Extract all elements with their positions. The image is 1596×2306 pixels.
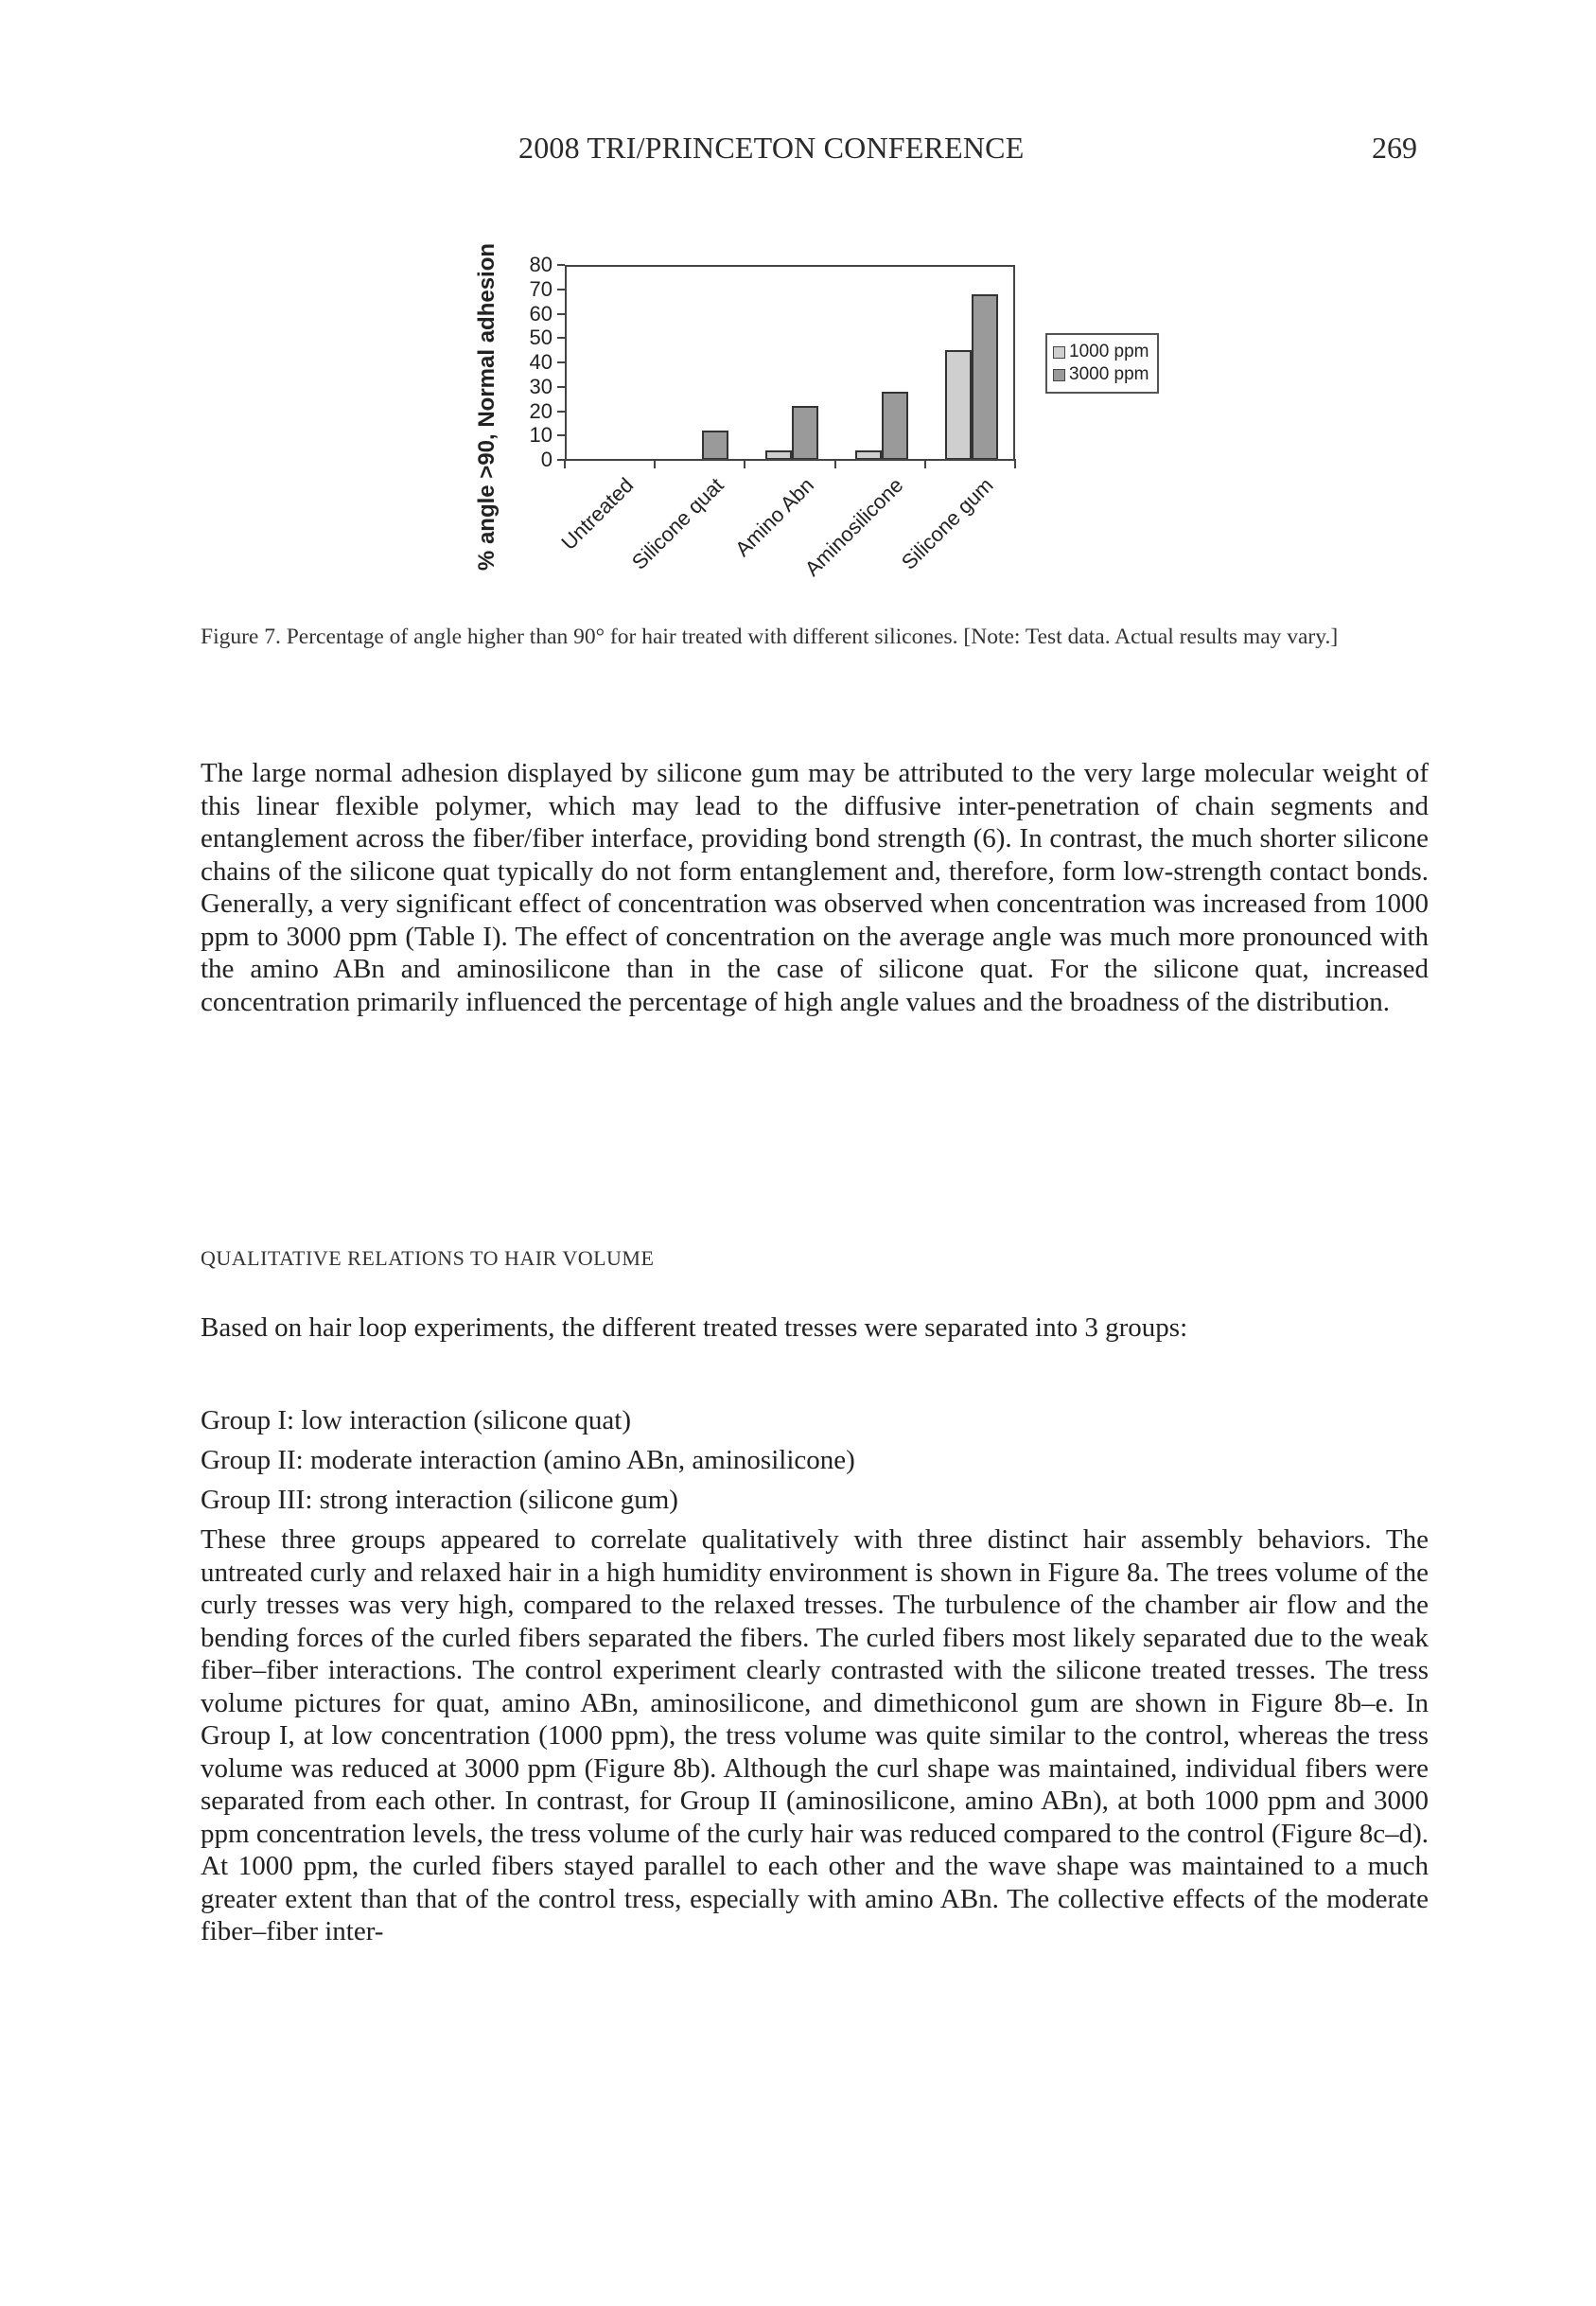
figure-7-chart <box>464 237 1183 615</box>
y-axis-ticks <box>511 237 558 483</box>
paragraph: Based on hair loop experiments, the different treated tresses were separated into 3 groups: <box>201 1312 1188 1343</box>
x-tick-mark <box>744 459 745 468</box>
y-tick-label: 60 <box>529 301 552 326</box>
y-tick-label: 0 <box>540 448 552 471</box>
plot-area <box>565 265 1015 460</box>
y-axis-label: % angle >90, Normal adhesion <box>474 242 500 572</box>
x-tick-mark <box>654 459 656 468</box>
y-tick-mark <box>557 459 565 461</box>
legend-swatch-icon <box>1053 346 1065 359</box>
paragraph: These three groups appeared to correlate qualitatively with three distinct hair assembly behaviors. The untreated curly and relaxed hair in a high humidity environment is shown in Figure 8a. The trees volume of the curly tresses was very high, compared to the relaxed tresses. The turbulence of the chamber air flow and the bending forces of the curled fibers separated the fibers. The curled fibers most likely separated due to the weak fiber–fiber interactions. The control experiment clearly contrasted with the silicone treated tresses. The tress volume pictures for quat, amino ABn, aminosilicone, and dimethiconol gum are shown in Figure 8b–e. In Group I, at low concentration (1000 ppm), the tress volume was quite similar to the control, whereas the tress volume was reduced at 3000 ppm (Figure 8b). Although the curl shape was maintained, individual fibers were separated from each other. In contrast, for Group II (aminosilicone, amino ABn), at both 1000 ppm and 3000 ppm concentration levels, the tress volume of the curly hair was reduced compared to the control (Figure 8c–d). At 1000 ppm, the curled fibers stayed parallel to each other and the wave shape was maintained to a much greater extent than that of the control tress, especially with amino ABn. The collective effects of the moderate fiber–fiber inter- <box>201 1524 1429 1946</box>
group-item: Group I: low interaction (silicone quat) <box>201 1405 632 1435</box>
y-tick-label: 40 <box>529 350 552 374</box>
y-tick-mark <box>557 386 565 388</box>
x-tick-label: Silicone quat <box>626 473 728 574</box>
y-tick-label: 30 <box>529 374 552 398</box>
group-item: Group II: moderate interaction (amino ABn, aminosilicone) <box>201 1445 855 1475</box>
page-number: 269 <box>1372 131 1417 165</box>
y-tick-label: 80 <box>529 253 552 276</box>
x-tick-mark <box>924 459 926 468</box>
bar-amino-abn-3000ppm <box>792 406 818 460</box>
y-tick-mark <box>557 264 565 266</box>
y-tick-mark <box>557 289 565 290</box>
x-tick-label: Untreated <box>555 473 638 555</box>
group-item: Group III: strong interaction (silicone gum) <box>201 1485 678 1515</box>
legend-item-1000ppm: 1000 ppm <box>1053 341 1151 363</box>
running-head: 2008 TRI/PRINCETON CONFERENCE <box>518 131 1025 165</box>
y-tick-label: 70 <box>529 276 552 301</box>
bar-aminosilicone-3000ppm <box>882 392 908 460</box>
paragraph: The large normal adhesion displayed by silicone gum may be attributed to the very large molecular weight of this linear flexible polymer, which may lead to the diffusive inter-penetration of chain segments and entanglement across the fiber/fiber interface, providing bond strength (6). In contrast, the much shorter silicone chains of the silicone quat typically do not form entanglement and, therefore, form low-strength contact bonds. Generally, a very significant effect of concentration was observed when concentration was increased from 1000 ppm to 3000 ppm (Table I). The effect of concentration on the average angle was much more pronounced with the amino ABn and aminosilicone than in the case of silicone quat. For the silicone quat, increased concentration primarily influenced the percentage of high angle values and the broadness of the distribution. <box>201 758 1429 1017</box>
x-tick-mark <box>1014 459 1016 468</box>
y-tick-mark <box>557 411 565 413</box>
y-tick-mark <box>557 361 565 363</box>
y-tick-label: 10 <box>529 423 552 448</box>
x-tick-label: Silicone gum <box>897 473 999 574</box>
y-tick-label: 50 <box>529 326 552 350</box>
y-tick-mark <box>557 337 565 339</box>
caption-label: Figure 7. <box>201 625 281 649</box>
legend-item-3000ppm: 3000 ppm <box>1053 363 1151 386</box>
y-tick-mark <box>557 434 565 436</box>
x-axis <box>565 459 1015 461</box>
y-tick-mark <box>557 313 565 315</box>
x-tick-label: Aminosilicone <box>799 473 908 581</box>
section-heading: QUALITATIVE RELATIONS TO HAIR VOLUME <box>201 1246 655 1270</box>
group-list <box>201 1400 855 1520</box>
figure-caption <box>201 623 1430 652</box>
bar-silicone-gum-3000ppm <box>972 294 998 460</box>
bar-silicone-gum-1000ppm <box>945 350 972 460</box>
legend-swatch-icon <box>1053 369 1065 381</box>
bar-silicone-quat-3000ppm <box>702 431 728 460</box>
caption-text: Percentage of angle higher than 90° for hair treated with different silicones. [Note: Test data. Actual results may vary.] <box>280 625 1339 649</box>
chart-legend <box>1045 333 1159 394</box>
y-tick-label: 20 <box>529 398 552 423</box>
x-tick-label: Amino Abn <box>730 473 819 561</box>
x-tick-mark <box>834 459 836 468</box>
